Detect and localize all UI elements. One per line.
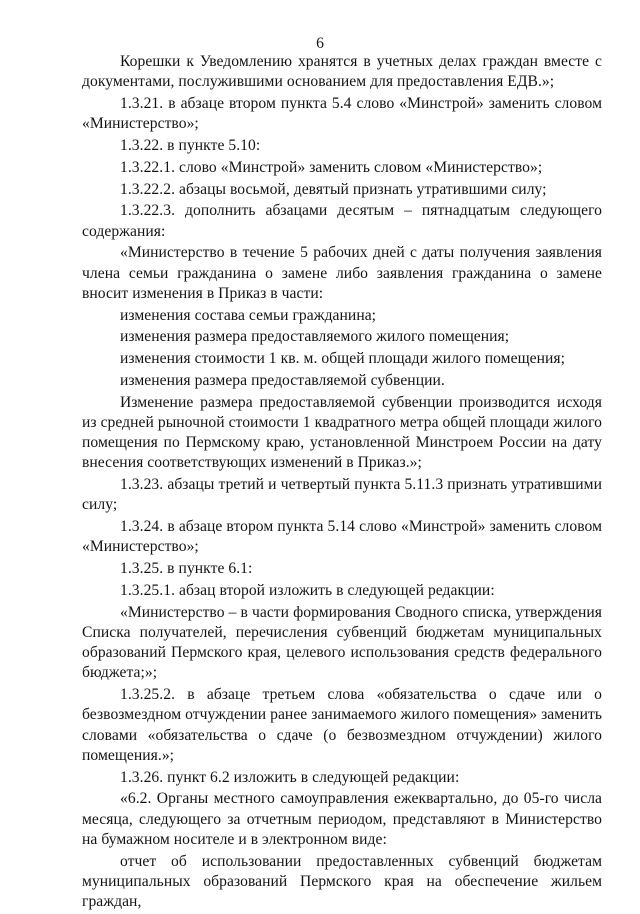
paragraph: 1.3.25.2. в абзаце третьем слова «обязательства о сдаче или о безвозмездном отчуждении ранее занимаемого жилого помещения» заменить словами «обязательства о сдаче (о безвозмездном отчуждении) жилого помещения.»;: [82, 686, 602, 764]
paragraph: «Министерство в течение 5 рабочих дней с даты получения заявления члена семьи гражданина о замене либо заявления гражданина о замене вносит изменения в Приказ в части:: [82, 244, 602, 302]
paragraph: 1.3.25.1. абзац второй изложить в следующей редакции:: [120, 581, 495, 599]
paragraph: Изменение размера предоставляемой субвенции производится исходя из средней рыночной стоимости 1 квадратного метра общей площади жилого помещения по Пермскому краю, установленной Минстроем России на дату внесения соответствующих изменений в Приказ.»;: [82, 393, 602, 472]
paragraph: отчет об использовании предоставленных субвенций бюджетам муниципальных образований Пермского края на обеспечение жильем граждан,: [82, 852, 602, 910]
paragraph: 1.3.21. в абзаце втором пункта 5.4 слово «Минстрой» заменить словом «Министерство»;: [82, 95, 602, 133]
paragraph: Корешки к Уведомлению хранятся в учетных делах граждан вместе с документами, послужившими основанием для предоставления ЕДВ.»;: [82, 53, 602, 91]
list-item: изменения стоимости 1 кв. м. общей площади жилого помещения;: [120, 350, 565, 368]
list-item: изменения состава семьи гражданина;: [120, 306, 377, 324]
paragraph: 1.3.22.1. слово «Минстрой» заменить словом «Министерство»;: [120, 158, 543, 176]
paragraph: 1.3.25. в пункте 6.1:: [120, 560, 253, 578]
paragraph: 1.3.26. пункт 6.2 изложить в следующей редакции:: [120, 768, 460, 786]
paragraph: 1.3.22.2. абзацы восьмой, девятый признать утратившими силу;: [120, 180, 547, 198]
paragraph: 1.3.22.3. дополнить абзацами десятым – пятнадцатым следующего содержания:: [82, 202, 602, 240]
paragraph: 1.3.23. абзацы третий и четвертый пункта 5.11.3 признать утратившими силу;: [82, 476, 602, 514]
page-number: 6: [316, 35, 324, 52]
document-body: [82, 52, 602, 914]
paragraph: 1.3.24. в абзаце втором пункта 5.14 слово «Минстрой» заменить словом «Министерство»;: [82, 518, 602, 556]
paragraph: 1.3.22. в пункте 5.10:: [120, 137, 261, 154]
list-item: изменения размера предоставляемой субвенции.: [120, 371, 445, 389]
list-item: изменения размера предоставляемого жилого помещения;: [120, 328, 510, 346]
paragraph: «Министерство – в части формирования Сводного списка, утверждения Списка получателей, перечисления субвенций бюджетам муниципальных образований Пермского края, целевого использования средств федерального бюджета;»;: [82, 603, 602, 682]
paragraph: «6.2. Органы местного самоуправления ежеквартально, до 05-го числа месяца, следующего за отчетным периодом, представляют в Министерство на бумажном носителе и в электронном виде:: [82, 790, 602, 848]
